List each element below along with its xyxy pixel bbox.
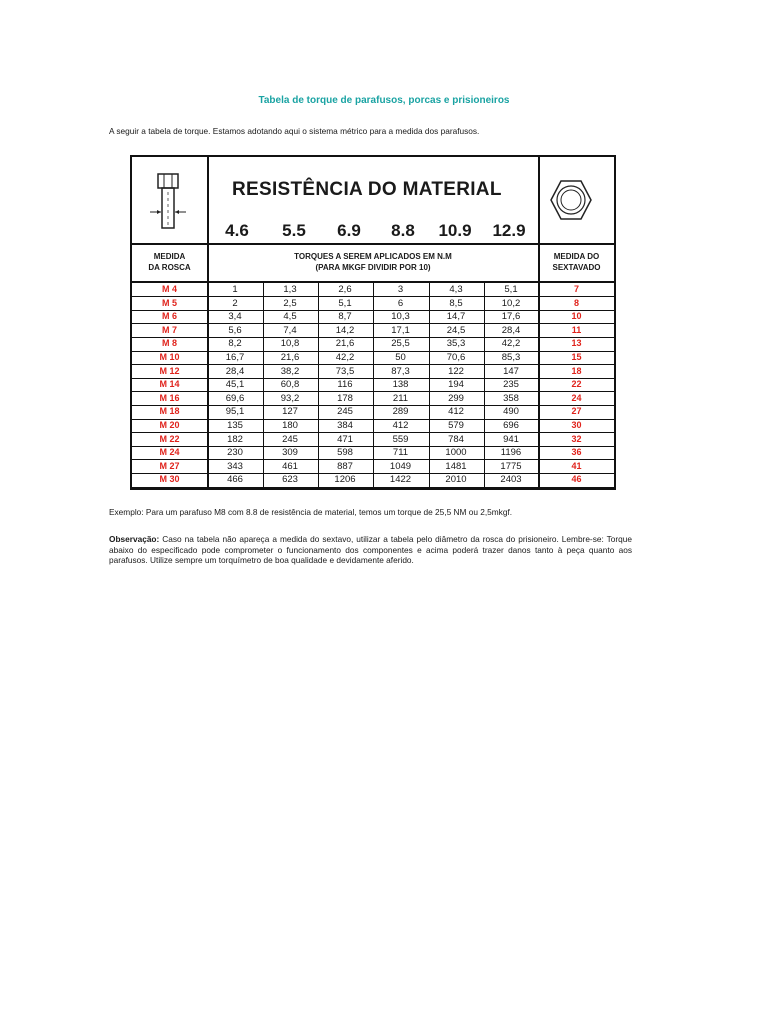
thread-size-cell: M 18 [159, 406, 180, 417]
torque-value-cell: 235 [503, 379, 519, 391]
header-line: MEDIDA DO [553, 252, 600, 261]
thread-size-cell: M 10 [159, 352, 180, 362]
torque-value-cell: 69,6 [225, 392, 245, 404]
divider [484, 282, 485, 488]
torque-value-cell: 1206 [334, 474, 356, 486]
thread-size-cell: M 8 [161, 338, 177, 349]
torque-value-cell: 696 [503, 420, 519, 431]
torque-value-cell: 10,3 [391, 311, 410, 323]
hex-size-cell: 46 [571, 474, 582, 485]
header-line: MEDIDA [153, 252, 186, 261]
torque-value-cell: 579 [448, 420, 464, 431]
torque-value-cell: 1049 [389, 460, 412, 472]
torque-value-cell: 230 [227, 447, 243, 459]
torque-value-cell: 4,3 [449, 284, 463, 295]
torque-value-cell: 122 [448, 365, 464, 377]
torque-value-cell: 25,5 [391, 338, 410, 350]
thread-size-cell: M 16 [159, 392, 180, 403]
torque-value-cell: 70,6 [446, 352, 466, 363]
torque-value-cell: 598 [337, 447, 353, 459]
grade-list [210, 221, 540, 243]
torque-value-cell: 2403 [500, 474, 522, 486]
torque-value-cell: 135 [227, 420, 243, 431]
thread-size-cell: M 14 [159, 379, 180, 390]
torque-value-cell: 127 [282, 406, 298, 418]
torque-value-cell: 711 [392, 447, 409, 459]
torque-value-cell: 14,2 [335, 324, 355, 336]
torque-value-cell: 211 [392, 392, 409, 404]
hex-size-cell: 32 [571, 433, 582, 444]
thread-size-cell: M 6 [161, 311, 177, 322]
torque-value-cell: 45,1 [225, 379, 245, 391]
thread-size-cell: M 22 [159, 433, 180, 444]
torque-value-cell: 490 [503, 406, 519, 418]
torque-value-cell: 6 [397, 297, 404, 309]
torque-header [208, 251, 538, 273]
hex-nut-icon [550, 179, 592, 221]
torque-value-cell: 941 [503, 433, 519, 445]
divider [373, 282, 374, 488]
torque-value-cell: 7,4 [283, 324, 297, 336]
note-paragraph [109, 534, 632, 566]
torque-value-cell: 343 [227, 460, 243, 472]
torque-value-cell: 85,3 [501, 352, 521, 363]
torque-value-cell: 887 [337, 460, 353, 472]
page-title: Tabela de torque de parafusos, porcas e prisioneiros [258, 95, 510, 106]
torque-value-cell: 28,4 [501, 324, 521, 336]
note-label: Observação: [109, 534, 160, 544]
torque-value-cell: 42,2 [501, 338, 521, 350]
intro-text: A seguir a tabela de torque. Estamos adotando aqui o sistema métrico para a medida dos parafusos. [109, 126, 480, 136]
torque-value-cell: 358 [503, 392, 519, 404]
hex-size-cell: 22 [571, 379, 582, 390]
torque-value-cell: 461 [282, 460, 298, 472]
hex-size-cell: 27 [571, 406, 582, 417]
hex-size-cell: 41 [571, 460, 582, 471]
torque-value-cell: 4,5 [283, 311, 297, 323]
torque-value-cell: 784 [448, 433, 464, 445]
thread-size-cell: M 4 [161, 284, 177, 294]
torque-value-cell: 466 [227, 474, 243, 486]
torque-value-cell: 8,7 [338, 311, 352, 323]
torque-value-cell: 93,2 [280, 392, 300, 404]
hex-size-cell: 8 [573, 297, 579, 308]
torque-value-cell: 35,3 [446, 338, 466, 350]
hex-size-header [539, 251, 614, 273]
torque-value-cell: 50 [395, 352, 406, 363]
torque-value-cell: 194 [448, 379, 464, 391]
torque-value-cell: 623 [282, 474, 298, 486]
grade-label: 6.9 [337, 221, 361, 240]
divider [429, 282, 430, 488]
divider [132, 243, 614, 245]
torque-value-cell: 10,2 [501, 297, 521, 309]
torque-value-cell: 5,1 [504, 284, 518, 295]
torque-value-cell: 2 [232, 297, 238, 309]
torque-value-cell: 471 [337, 433, 353, 445]
torque-value-cell: 180 [282, 420, 298, 431]
thread-size-cell: M 24 [159, 447, 180, 458]
torque-value-cell: 309 [282, 447, 298, 459]
note-text: Caso na tabela não apareça a medida do sextavo, utilizar a tabela pelo diâmetro da rosca do prisioneiro. Lembre-se: Torque abaixo do especificado pode comprometer o funcionamento dos componentes e acima poderá trazer danos tanto à peça quanto aos parafusos. Utilize sempre um torquímetro de boa qualidade e devidamente aferido. [109, 534, 632, 566]
torque-value-cell: 3,4 [228, 311, 242, 323]
torque-table [130, 155, 616, 490]
torque-value-cell: 1,3 [283, 284, 297, 295]
torque-value-cell: 8,5 [449, 297, 463, 309]
thread-size-cell: M 20 [159, 420, 180, 430]
torque-value-cell: 16,7 [225, 352, 245, 363]
torque-value-cell: 182 [227, 433, 243, 445]
torque-value-cell: 17,6 [501, 311, 521, 323]
torque-value-cell: 28,4 [225, 365, 245, 377]
torque-value-cell: 138 [392, 379, 409, 391]
header-line: (PARA MKGF DIVIDIR POR 10) [315, 263, 431, 272]
torque-value-cell: 384 [337, 420, 353, 431]
torque-value-cell: 412 [392, 420, 409, 431]
torque-value-cell: 245 [282, 433, 298, 445]
torque-value-cell: 21,6 [335, 338, 355, 350]
torque-value-cell: 1196 [500, 447, 522, 459]
torque-value-cell: 14,7 [446, 311, 466, 323]
torque-value-cell: 3 [397, 284, 404, 295]
thread-size-header [132, 251, 207, 273]
hex-size-cell: 36 [571, 447, 582, 458]
hex-size-cell: 13 [571, 338, 582, 349]
torque-value-cell: 5,1 [338, 297, 352, 309]
torque-value-cell: 1 [232, 284, 238, 295]
torque-value-cell: 412 [448, 406, 464, 418]
grade-label: 8.8 [391, 221, 415, 240]
thread-size-cell: M 12 [159, 365, 180, 376]
torque-value-cell: 289 [392, 406, 409, 418]
torque-value-cell: 1000 [445, 447, 467, 459]
bolt-icon [150, 172, 198, 232]
hex-size-cell: 11 [571, 324, 582, 335]
hex-size-cell: 15 [571, 352, 582, 362]
torque-value-cell: 5,6 [228, 324, 242, 336]
torque-value-cell: 38,2 [280, 365, 300, 377]
header-line: SEXTAVADO [552, 263, 601, 272]
divider [263, 282, 264, 488]
torque-value-cell: 1422 [389, 474, 412, 486]
torque-value-cell: 21,6 [280, 352, 300, 363]
hex-size-cell: 30 [571, 420, 582, 430]
grade-label: 5.5 [282, 221, 306, 240]
torque-value-cell: 60,8 [280, 379, 300, 391]
torque-value-cell: 73,5 [335, 365, 355, 377]
torque-value-cell: 147 [503, 365, 519, 377]
torque-value-cell: 95,1 [225, 406, 245, 418]
thread-size-cell: M 27 [159, 460, 180, 471]
torque-value-cell: 2010 [445, 474, 467, 486]
hex-size-cell: 10 [571, 311, 582, 322]
hex-size-cell: 18 [571, 365, 582, 376]
hex-size-cell: 24 [571, 392, 582, 403]
grade-label: 4.6 [225, 221, 249, 240]
torque-value-cell: 10,8 [280, 338, 300, 350]
torque-value-cell: 116 [337, 379, 353, 391]
example-text: Exemplo: Para um parafuso M8 com 8.8 de resistência de material, temos um torque de 25,5 NM ou 2,5mkgf. [109, 507, 513, 517]
torque-value-cell: 2,5 [283, 297, 297, 309]
torque-value-cell: 245 [337, 406, 353, 418]
thread-size-cell: M 7 [161, 324, 177, 335]
torque-value-cell: 1481 [445, 460, 467, 472]
torque-value-cell: 299 [448, 392, 464, 404]
torque-value-cell: 24,5 [446, 324, 466, 336]
torque-value-cell: 42,2 [335, 352, 355, 363]
torque-value-cell: 17,1 [391, 324, 410, 336]
grade-label: 10.9 [438, 221, 472, 240]
hex-size-cell: 7 [573, 284, 579, 294]
table-heading: RESISTÊNCIA DO MATERIAL [232, 179, 502, 200]
grade-label: 12.9 [492, 221, 526, 240]
divider [318, 282, 319, 488]
torque-value-cell: 1775 [500, 460, 522, 472]
header-line: TORQUES A SEREM APLICADOS EM N.M [294, 252, 452, 261]
torque-value-cell: 8,2 [228, 338, 242, 350]
thread-size-cell: M 30 [159, 474, 180, 485]
torque-value-cell: 559 [392, 433, 409, 445]
torque-value-cell: 178 [337, 392, 353, 404]
header-line: DA ROSCA [148, 263, 191, 272]
torque-value-cell: 2,6 [338, 284, 352, 295]
torque-value-cell: 87,3 [391, 365, 410, 377]
thread-size-cell: M 5 [161, 297, 177, 308]
